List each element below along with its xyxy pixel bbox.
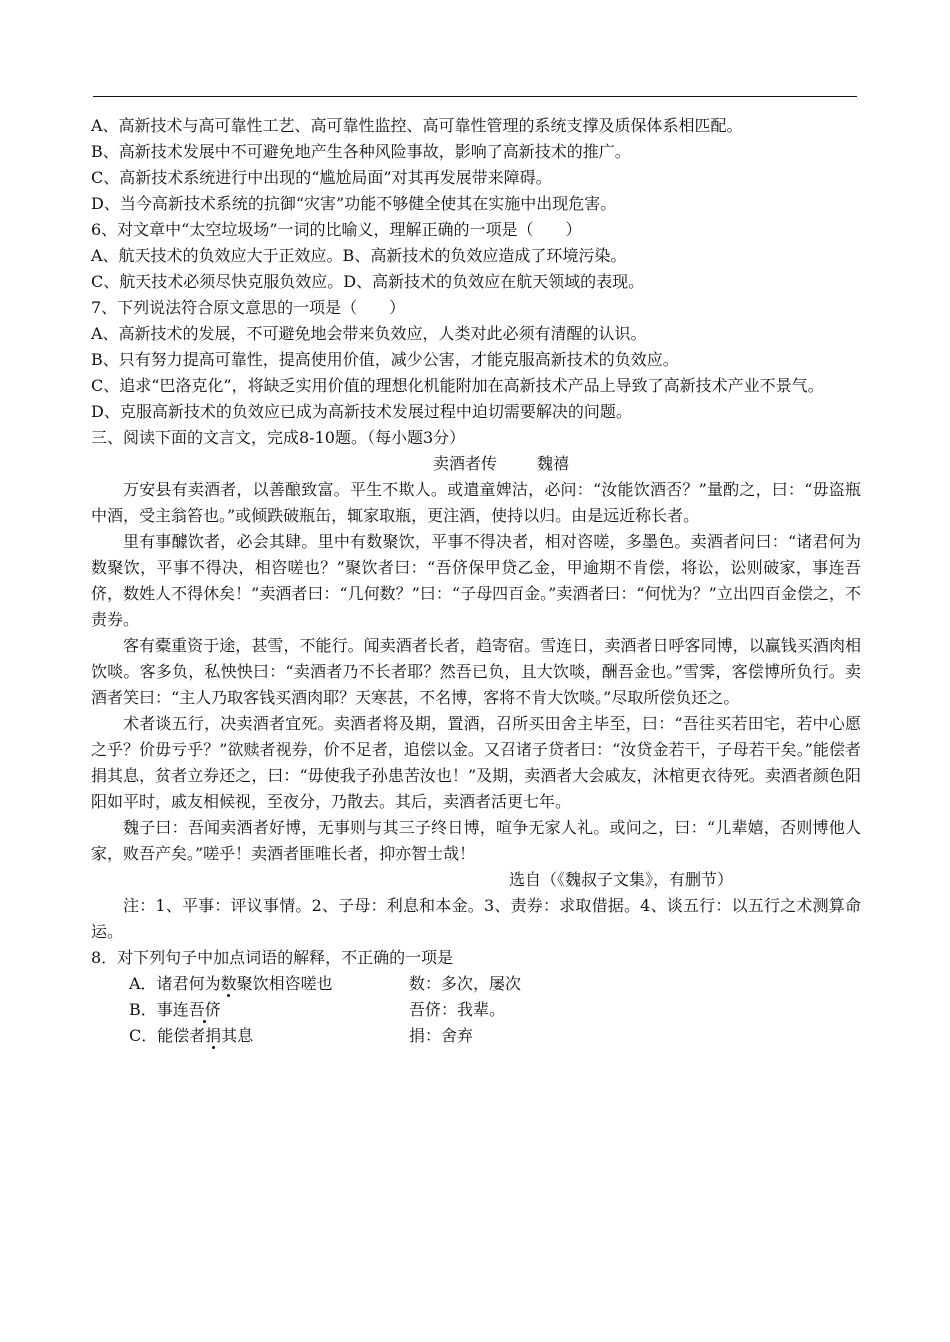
q5-option-c: C、高新技术系统进行中出现的“尴尬局面”对其再发展带来障碍。 — [91, 168, 552, 187]
passage-source: 选自（《魏叔子文集》，有删节） — [508, 870, 733, 889]
passage-notes: 注：1、平事：评议事情。2、子母：利息和本金。3、责券：求取借据。4、谈五行：以五行之术测算命运。 — [91, 896, 861, 941]
dotted-word: 吾侪 — [188, 1000, 221, 1019]
passage-paragraph: 万安县有卖酒者，以善酿致富。平生不欺人。或遣童婢沽，必问：“汝能饮酒否？”量酌之，曰：“毋盗瓶中酒，受主翁笞也。”或倾跌破瓶缶，辄家取瓶，更注酒，使持以归。由是远近称长者。 — [91, 480, 861, 525]
header-rule — [93, 96, 857, 97]
q8-option-sentence: C．能偿者捐其息 — [129, 1026, 254, 1045]
q6-options-ab: A、航天技术的负效应大于正效应。B、高新技术的负效应造成了环境污染。 — [91, 246, 627, 265]
q5-option-d: D、当今高新技术系统的抗御“灾害”功能不够健全使其在实施中出现危害。 — [91, 194, 617, 213]
q6-stem: 6、对文章中“太空垃圾场”一词的比喻义，理解正确的一项是（ ） — [91, 220, 582, 239]
passage-paragraph: 魏子曰：吾闻卖酒者好博，无事则与其三子终日博，喧争无家人礼。或问之，曰：“儿辈嬉，否则博他人家，败吾产矣。”嗟乎！卖酒者匪唯长者，抑亦智士哉！ — [91, 818, 861, 863]
q7-option-b: B、只有努力提高可靠性，提高使用价值，减少公害，才能克服高新技术的负效应。 — [91, 350, 679, 369]
page-content — [91, 113, 861, 1049]
q6-options-cd: C、航天技术必须尽快克服负效应。D、高新技术的负效应在航天领域的表现。 — [91, 272, 645, 291]
q7-option-c: C、追求“巴洛克化”，将缺乏实用价值的理想化机能附加在高新技术产品上导致了高新技术产业不景气。 — [91, 376, 824, 395]
q8-option-explanation: 数：多次，屡次 — [409, 974, 522, 993]
section3-heading: 三、阅读下面的文言文，完成8-10题。（每小题3分） — [91, 428, 466, 447]
passage-paragraph: 客有橐重资于途，甚雪，不能行。闻卖酒者长者，趋寄宿。雪连日，卖酒者日呼客同博，以赢钱买酒肉相饮啖。客多负，私怏怏曰：“卖酒者乃不长者耶？然吾已负，且大饮啖，酬吾金也。”雪霁，客偿博所负行。卖酒者笑曰：“主人乃取客钱买酒肉耶？天寒甚，不名博，客将不肯大饮啖。”尽取所偿负还之。 — [91, 636, 861, 707]
passage-paragraph: 里有事醵饮者，必会其肆。里中有数聚饮，平事不得决者，相对咨嗟，多墨色。卖酒者问曰：“诸君何为数聚饮，平事不得决，相咨嗟也？”聚饮者曰：“吾侪保甲贷乙金，甲逾期不肯偿，将讼，讼则破家，事连吾侪，数姓人不得休矣！”卖酒者曰：“几何数？”曰：“子母四百金。”卖酒者曰：“何忧为？”立出四百金偿之，不责券。 — [91, 532, 861, 629]
q8-option-b — [91, 997, 861, 1023]
passage-title: 卖酒者传 — [432, 454, 497, 473]
passage-title-line — [91, 451, 861, 477]
q7-option-a: A、高新技术的发展，不可避免地会带来负效应，人类对此必须有清醒的认识。 — [91, 324, 647, 343]
q5-option-a: A、高新技术与高可靠性工艺、高可靠性监控、高可靠性管理的系统支撑及质保体系相匹配。 — [91, 116, 743, 135]
q7-option-d: D、克服高新技术的负效应已成为高新技术发展过程中迫切需要解决的问题。 — [91, 402, 632, 421]
q7-stem: 7、下列说法符合原文意思的一项是（ ） — [91, 298, 406, 317]
q8-option-explanation: 捐：舍弃 — [409, 1026, 474, 1045]
q8-stem: 8．对下列句子中加点词语的解释，不正确的一项是 — [91, 948, 454, 967]
q5-option-b: B、高新技术发展中不可避免地产生各种风险事故，影响了高新技术的推广。 — [91, 142, 631, 161]
q8-option-sentence: A．诸君何为数聚饮相咨嗟也 — [129, 974, 333, 993]
dotted-word: 数 — [220, 974, 237, 993]
q8-option-sentence: B．事连吾侪 — [129, 1000, 221, 1019]
dotted-word: 捐 — [205, 1026, 222, 1045]
passage-author: 魏禧 — [537, 454, 570, 473]
q8-option-explanation: 吾侪：我辈。 — [409, 1000, 506, 1019]
passage-paragraph: 术者谈五行，决卖酒者宜死。卖酒者将及期，置酒，召所买田舍主毕至，曰：“吾往买若田宅，若中心愿之乎？价毋亏乎？”欲赎者视券，价不足者，追偿以金。又召诸子贷者曰：“汝贷金若干，子母若干矣。”能偿者捐其息，贫者立券还之，曰：“毋使我子孙患苦汝也！”及期，卖酒者大会戚友，沐棺更衣待死。卖酒者颜色阳阳如平时，戚友相候视，至夜分，乃散去。其后，卖酒者活更七年。 — [91, 714, 861, 811]
q8-option-a — [91, 971, 861, 997]
q8-option-c — [91, 1023, 861, 1049]
